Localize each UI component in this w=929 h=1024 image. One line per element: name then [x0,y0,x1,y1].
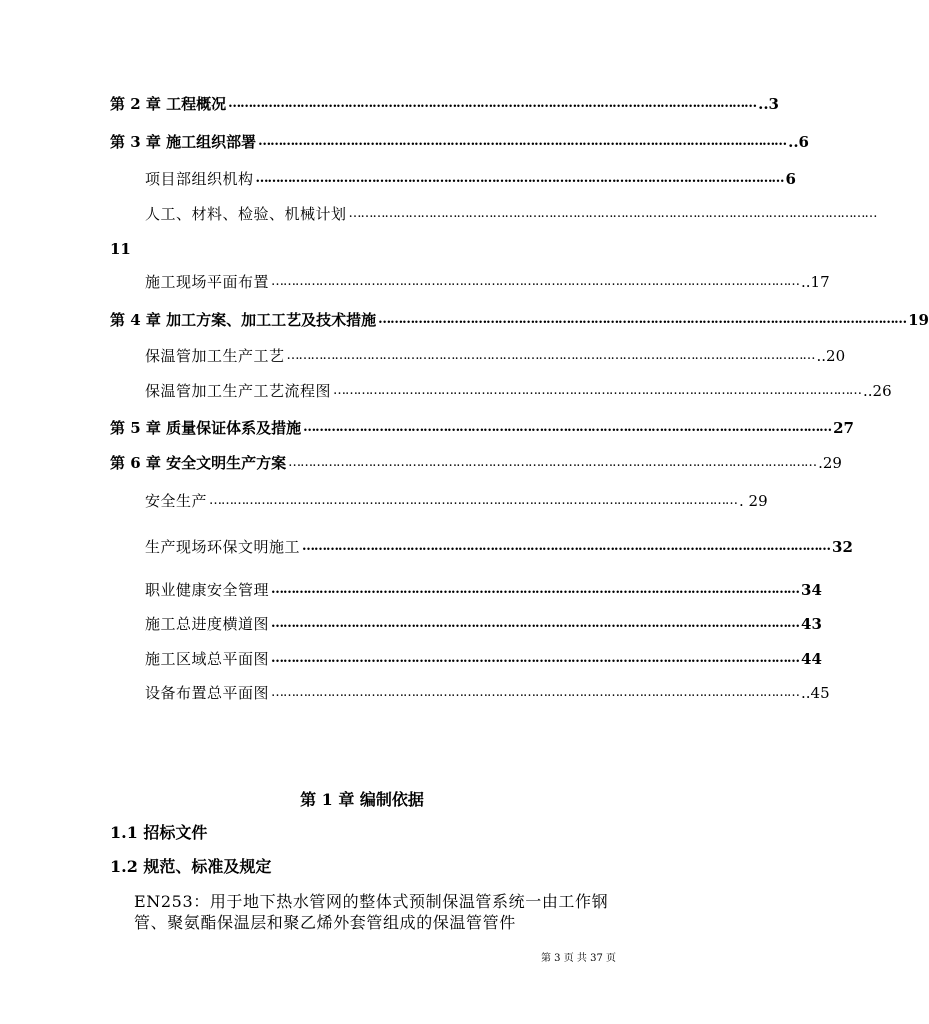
toc-page-number: 6 [785,170,796,188]
toc-entry-site-layout[interactable] [145,272,830,292]
toc-page-number: ..20 [816,347,846,365]
toc-wrapped-page-number: 11 [110,240,131,258]
toc-leader: …………………………………………………………………………………………………………………… [271,582,800,597]
page-footer: 第 3 页 共 37 页 [541,953,616,964]
toc-leader: …………………………………………………………………………………………………………………… [228,96,757,111]
toc-entry-chapter-3[interactable] [110,132,809,152]
toc-leader: …………………………………………………………………………………………………………………… [271,616,800,631]
toc-leader: …………………………………………………………………………………………………………………… [303,420,832,435]
toc-page-number: 19 [908,311,929,329]
toc-leader: …………………………………………………………………………………………………………………… [288,455,817,470]
toc-page-number: ..26 [863,382,892,400]
toc-label: 施工总进度横道图 [145,615,270,633]
body-paragraph-line-2: 管、聚氨酯保温层和聚乙烯外套管组成的保温管管件 [134,913,516,932]
toc-page-number: ..45 [801,684,830,702]
toc-entry-chapter-4[interactable] [110,310,929,330]
toc-entry-construction-area-plan[interactable] [145,649,822,669]
toc-entry-safety-production[interactable] [145,491,768,511]
toc-label: 项目部组织机构 [145,170,254,188]
toc-entry-chapter-2[interactable] [110,94,779,114]
toc-label: 第 4 章 加工方案、加工工艺及技术措施 [110,311,377,329]
toc-entry-schedule-gantt[interactable] [145,614,822,634]
toc-entry-labor-material-plan[interactable] [145,204,877,224]
toc-leader: …………………………………………………………………………………………………………………… [255,171,784,186]
section-heading-1-2: 1.2 规范、标准及规定 [110,857,272,876]
toc-page-number: 32 [832,538,853,556]
toc-label: 施工区域总平面图 [145,650,270,668]
toc-label: 安全生产 [145,492,208,510]
toc-label: 第 3 章 施工组织部署 [110,133,257,151]
toc-label: 人工、材料、检验、机械计划 [145,205,347,223]
toc-label: 保温管加工生产工艺流程图 [145,382,332,400]
toc-page-number: ..3 [758,95,779,113]
toc-leader: …………………………………………………………………………………………………………………… [271,274,800,289]
body-paragraph-line-1: EN253：用于地下热水管网的整体式预制保温管系统一由工作钢 [134,892,609,911]
toc-entry-equipment-layout-plan[interactable] [145,683,830,703]
toc-entry-chapter-6[interactable] [110,453,842,473]
toc-leader: …………………………………………………………………………………………………………………… [378,312,907,327]
toc-page-number: ..17 [801,273,830,291]
toc-entry-occupational-health-safety[interactable] [145,580,822,600]
toc-page-number: . 29 [739,492,768,510]
toc-leader: …………………………………………………………………………………………………………………… [302,539,831,554]
toc-page-number: 44 [801,650,822,668]
section-heading-1-1: 1.1 招标文件 [110,823,208,842]
toc-label: 第 5 章 质量保证体系及措施 [110,419,302,437]
toc-entry-pipe-production-process[interactable] [145,346,846,366]
toc-leader: …………………………………………………………………………………………………………………… [209,493,738,508]
toc-label: 生产现场环保文明施工 [145,538,301,556]
toc-page-number: 27 [833,419,854,437]
toc-label: 施工现场平面布置 [145,273,270,291]
toc-leader: …………………………………………………………………………………………………………………… [258,134,787,149]
toc-entry-environmental-civilized-construction[interactable] [145,537,853,557]
toc-label: 第 2 章 工程概况 [110,95,227,113]
toc-label: 设备布置总平面图 [145,684,270,702]
toc-leader: …………………………………………………………………………………………………………………… [271,685,800,700]
toc-label: 保温管加工生产工艺 [145,347,285,365]
toc-page-number: 43 [801,615,822,633]
toc-leader: …………………………………………………………………………………………………………………… [333,383,862,398]
toc-page-number: ..6 [788,133,809,151]
toc-entry-pipe-process-flowchart[interactable] [145,381,892,401]
toc-page-number: .29 [818,454,842,472]
toc-label: 职业健康安全管理 [145,581,270,599]
toc-leader: …………………………………………………………………………………………………………………… [348,206,877,221]
toc-entry-chapter-5[interactable] [110,418,854,438]
toc-label: 第 6 章 安全文明生产方案 [110,454,287,472]
toc-entry-project-organization[interactable] [145,169,796,189]
chapter-title: 第 1 章 编制依据 [300,790,424,809]
toc-leader: …………………………………………………………………………………………………………………… [271,651,800,666]
toc-leader: …………………………………………………………………………………………………………………… [286,348,815,363]
toc-page-number: 34 [801,581,822,599]
